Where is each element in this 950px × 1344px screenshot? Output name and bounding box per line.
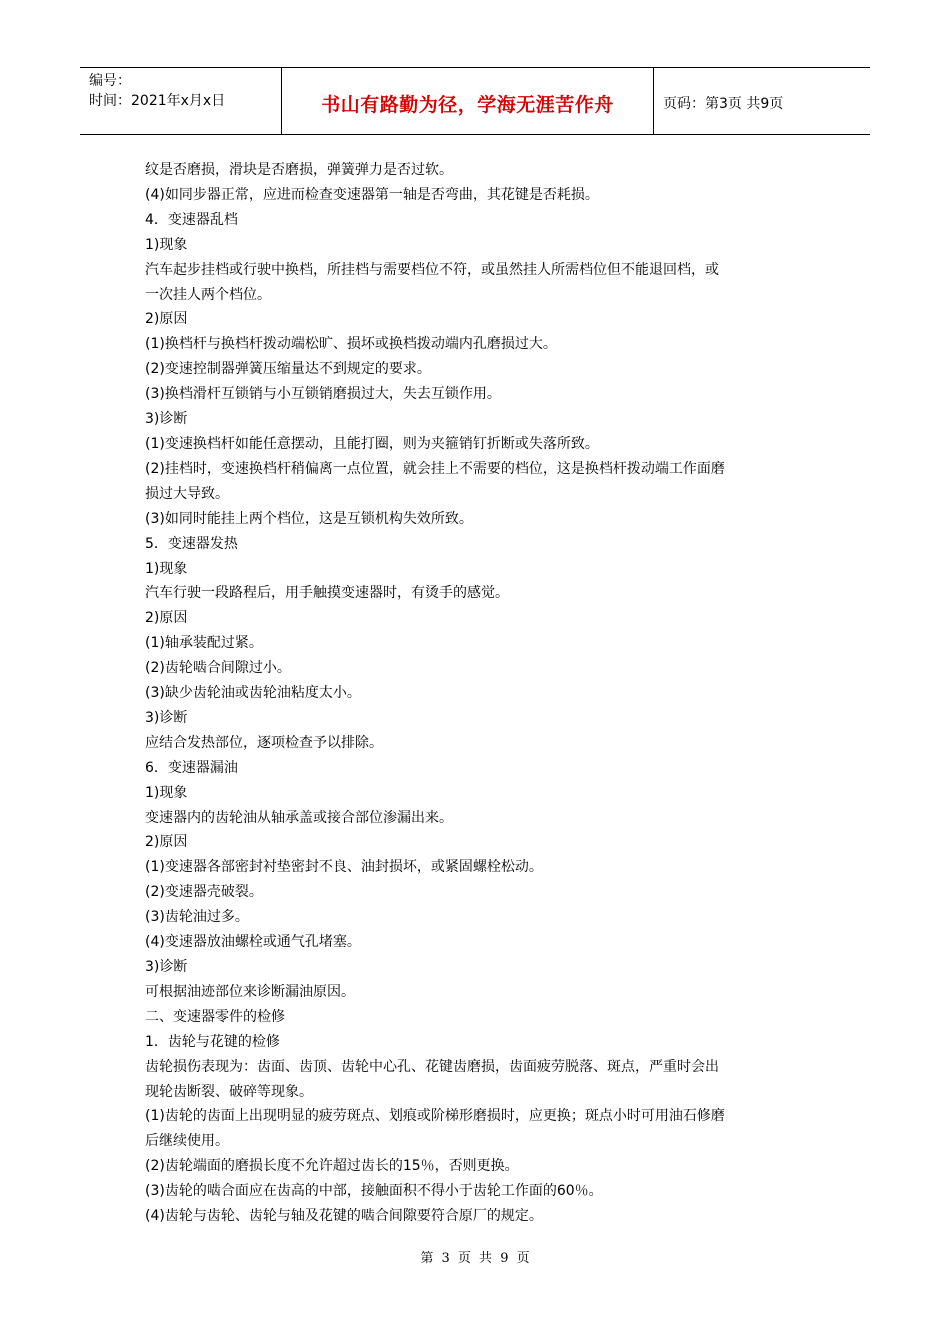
- text-line: (2)变速器壳破裂。: [145, 884, 263, 901]
- text-line: 后继续使用。: [145, 1133, 229, 1150]
- text-line: (1)变速器各部密封衬垫密封不良、油封损坏，或紧固螺栓松动。: [145, 859, 543, 876]
- page-footer: 第 3 页 共 9 页: [420, 1251, 530, 1266]
- text-line: 现轮齿断裂、破碎等现象。: [145, 1083, 313, 1100]
- header-page-info: 页码：第3页 共9页: [663, 96, 784, 112]
- text-line: 5．变速器发热: [145, 535, 238, 552]
- text-line: (1)齿轮的齿面上出现明显的疲劳斑点、划痕或阶梯形磨损时，应更换；斑点小时可用油石修磨: [145, 1108, 725, 1125]
- text-line: 6．变速器漏油: [145, 759, 238, 776]
- text-line: (2)变速控制器弹簧压缩量达不到规定的要求。: [145, 361, 431, 378]
- text-line: 1)现象: [145, 236, 188, 253]
- text-line: (2)挂档时，变速换档杆稍偏离一点位置，就会挂上不需要的档位，这是换档杆拨动端工作面磨: [145, 460, 725, 477]
- text-line: (3)齿轮油过多。: [145, 909, 249, 926]
- text-line: 可根据油迹部位来诊断漏油原因。: [145, 983, 355, 1000]
- document-time-label: 时间：2021年x月x日: [89, 93, 226, 109]
- document-body: [145, 158, 810, 1229]
- text-line: 汽车行驶一段路程后，用手触摸变速器时，有烫手的感觉。: [145, 585, 509, 602]
- header-meta-cell: [80, 68, 282, 134]
- text-line: 二、变速器零件的检修: [145, 1008, 285, 1025]
- text-line: (3)缺少齿轮油或齿轮油粘度太小。: [145, 685, 361, 702]
- text-line: (1)换档杆与换档杆拨动端松旷、损坏或换档拨动端内孔磨损过大。: [145, 336, 557, 353]
- text-line: (4)变速器放油螺栓或通气孔堵塞。: [145, 934, 361, 951]
- text-line: (3)换档滑杆互锁销与小互锁销磨损过大，失去互锁作用。: [145, 386, 501, 403]
- document-number-label: 编号：: [89, 73, 131, 89]
- text-line: 3)诊断: [145, 709, 188, 726]
- header-motto: 书山有路勤为径，学海无涯苦作舟: [321, 93, 614, 116]
- text-line: 3)诊断: [145, 411, 188, 428]
- text-line: 3)诊断: [145, 959, 188, 975]
- text-line: 汽车起步挂档或行驶中换档，所挂档与需要档位不符，或虽然挂人所需档位但不能退回档，或: [145, 261, 719, 278]
- text-line: 1)现象: [145, 560, 188, 577]
- text-line: 2)原因: [145, 311, 188, 328]
- text-line: (2)齿轮端面的磨损长度不允许超过齿长的15％，否则更换。: [145, 1158, 519, 1175]
- text-line: (3)齿轮的啮合面应在齿高的中部，接触面积不得小于齿轮工作面的60％。: [145, 1183, 603, 1200]
- header-page-cell: [654, 68, 870, 134]
- text-line: 应结合发热部位，逐项检查予以排除。: [145, 734, 383, 751]
- text-line: 2)原因: [145, 834, 188, 851]
- text-line: (2)齿轮啮合间隙过小。: [145, 660, 291, 677]
- text-line: 4．变速器乱档: [145, 211, 238, 228]
- text-line: 纹是否磨损，滑块是否磨损，弹簧弹力是否过软。: [145, 162, 453, 178]
- text-line: 1)现象: [145, 784, 188, 801]
- text-line: 1．齿轮与花键的检修: [145, 1033, 280, 1050]
- text-line: (3)如同时能挂上两个档位，这是互锁机构失效所致。: [145, 510, 473, 527]
- text-line: (1)轴承装配过紧。: [145, 635, 263, 652]
- text-line: (4)齿轮与齿轮、齿轮与轴及花键的啮合间隙要符合原厂的规定。: [145, 1208, 543, 1225]
- header-motto-cell: [282, 68, 654, 134]
- text-line: 损过大导致。: [145, 485, 229, 502]
- text-line: 齿轮损伤表现为：齿面、齿顶、齿轮中心孔、花键齿磨损，齿面疲劳脱落、斑点，严重时会出: [145, 1058, 719, 1075]
- text-line: 2)原因: [145, 610, 188, 627]
- document-header: [80, 67, 870, 135]
- text-line: (1)变速换档杆如能任意摆动，且能打圈，则为夹箍销钉折断或失落所致。: [145, 435, 599, 452]
- text-line: (4)如同步器正常，应进而检查变速器第一轴是否弯曲，其花键是否耗损。: [145, 186, 599, 203]
- text-line: 一次挂人两个档位。: [145, 286, 271, 303]
- text-line: 变速器内的齿轮油从轴承盖或接合部位渗漏出来。: [145, 809, 453, 826]
